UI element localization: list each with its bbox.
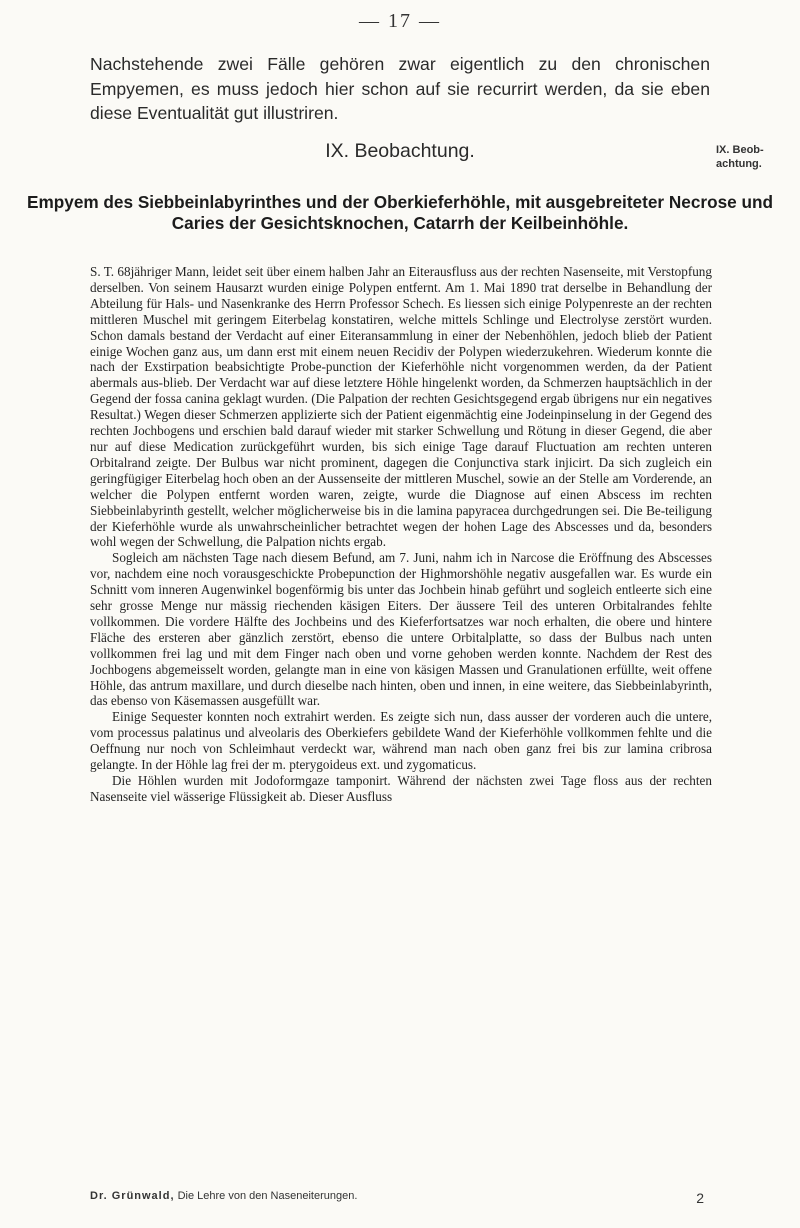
paragraph-4: Die Höhlen wurden mit Jodoformgaze tamponirt. Während der nächsten zwei Tage floss aus der rechten Nasenseite viel wässerige Flüssigkeit ab. Dieser Ausfluss — [90, 773, 712, 804]
margin-note — [716, 143, 800, 171]
body-text — [90, 264, 712, 805]
sheet-signature: 2 — [696, 1190, 704, 1206]
intro-paragraph: Nachstehende zwei Fälle gehören zwar eigentlich zu den chronischen Empyemen, es muss jedoch hier schon auf sie recurrirt werden, da sie eben diese Eventualität gut illustriren. — [90, 54, 710, 123]
paragraph-3: Einige Sequester konnten noch extrahirt werden. Es zeigte sich nun, dass ausser der vorderen auch die untere, vom processus palatinus und alveolaris des Oberkiefers gebildete Wand der Kieferhöhle vollkommen fehlte und die Oeffnung nur noch von Schleimhaut verdeckt war, während man nach oben ganz frei bis zur lamina cribrosa gelangte. In der Höhle lag frei der m. pterygoideus ext. und zygomaticus. — [90, 709, 712, 773]
observation-heading: IX. Beobachtung. — [325, 140, 475, 162]
paragraph-1: S. T. 68jähriger Mann, leidet seit über einem halben Jahr an Eiterausfluss aus der rechten Nasenseite, mit Verstopfung derselben. Von seinem Hausarzt wurden einige Polypen entfernt. Am 1. Mai 1890 trat derselbe in Behandlung der Abteilung für Hals- und Nasenkranke des Herrn Professor Schech. Es liessen sich einige Polypenreste an der rechten mittleren Muschel mit geringem Eiterbelag konstatiren, welche mittels Schlinge und Electrolyse zerstört wurden. Schon damals bestand der Verdacht auf einer Eiteransammlung in einer der Nebenhöhlen, jedoch blieb der Patient einige Wochen ganz aus, um dann erst mit einem neuen Recidiv der Polypen wiederzukehren. Wiederum konnte die nach der Exstirpation beabsichtigte Probe-punction der Kieferhöhle nicht vorgenommen werden, da der Patient abermals aus-blieb. Der Verdacht war auf diese letztere Höhle hingelenkt worden, da Schmerzen hauptsächlich in der Gegend der fossa canina geklagt wurden. (Die Palpation der rechten Gesichtsgegend ergab übrigens nur ein negatives Resultat.) Wegen dieser Schmerzen applizierte sich der Patient eigenmächtig eine Jodeinpinselung in der Gegend des rechten Jochbogens und erschien bald darauf wieder mit starker Schwellung und Rötung in dieser Gegend, die aber nur auf diese Medication zurückgeführt wurden, bis sich einige Tage darauf Fluctuation am rechten unteren Orbitalrand zeigte. Der Bulbus war nicht prominent, dagegen die Conjunctiva stark injicirt. Da sich zugleich ein geringfügiger Eiterbelag hoch oben an der Aussenseite der mittleren Muschel, sowie an der Stelle am Vorderende, an welcher die Polypen entfernt worden waren, zeigte, wurde die Diagnose auf einen Abscess im rechten Siebbeinlabyrinth gestellt, welcher möglicherweise bis in die lamina papyracea durchgedrungen sei. Die Be-teiligung der Kieferhöhle wurde als unwahrscheinlicher betrachtet wegen der hohen Lage des Abscesses und da, besonders wohl wegen der Schwellung, die Palpation nichts ergab. — [90, 264, 712, 550]
case-title: Empyem des Siebbeinlabyrinthes und der Oberkieferhöhle, mit ausgebreiteter Necrose und Caries der Gesichtsknochen, Catarrh der Keilbeinhöhle. — [27, 192, 773, 233]
page-footer — [90, 1190, 712, 1206]
paragraph-2: Sogleich am nächsten Tage nach diesem Befund, am 7. Juni, nahm ich in Narcose die Eröffnung des Abscesses vor, nachdem eine noch vorausgeschickte Probepunction der Highmorshöhle negativ ausgefallen war. Es wurde ein Schnitt vom inneren Augenwinkel bogenförmig bis unter das Jochbein hinab geführt und sogleich entleerte sich eine sehr grosse Menge nur mässig riechenden käsigen Eiters. Der äussere Teil des unteren Orbitalrandes fehlte vollkommen. Die vordere Hälfte des Jochbeins und des Kieferfortsatzes war noch erhalten, die obere und hintere Fläche des ersteren aber gänzlich zerstört, ebenso die untere Orbitalplatte, so dass der Bulbus nach unten vollkommen frei lag und mit dem Finger nach oben und vorne gehoben werden konnte. Nachdem der Rest des Jochbogens abgemeisselt worden, gelangte man in eine von käsigen Massen und Granulationen erfüllte, weit offene Höhle, das antrum maxillare, und durch dieselbe nach hinten, oben und innen, in eine weitere, das Siebbeinlabyrinth, das ebenso von Käsemassen ausgefüllt war. — [90, 550, 712, 709]
margin-note-text: IX. Beob-achtung. — [716, 144, 764, 170]
footer-author: Dr. Grünwald, — [90, 1190, 175, 1202]
page-number: — 17 — — [359, 10, 441, 32]
footer-work: Die Lehre von den Naseneiterungen. — [177, 1190, 358, 1202]
